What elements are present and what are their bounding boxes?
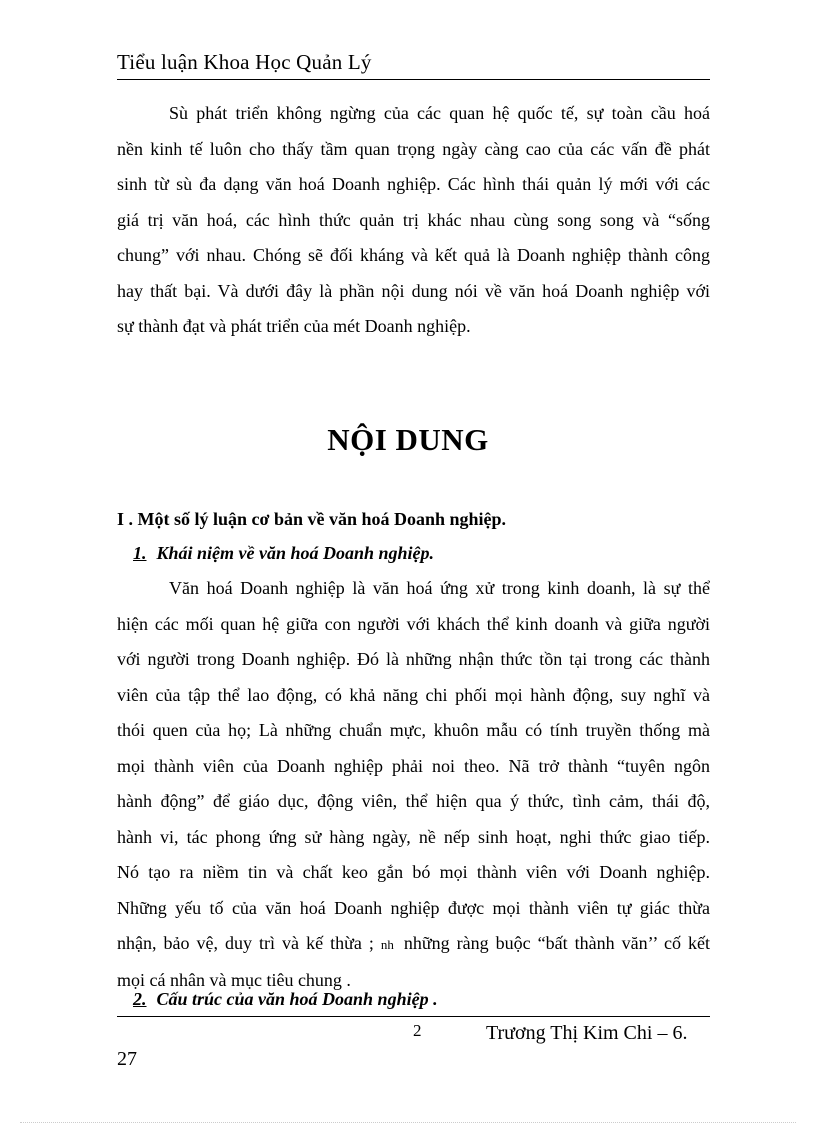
subheading-2 bbox=[133, 989, 438, 1010]
body-line: với người trong Doanh nghiệp. Đó là những nhận thức tồn tại trong các thành bbox=[117, 649, 710, 669]
body-line: Văn hoá Doanh nghiệp là văn hoá ứng xử trong kinh doanh, là sự thể bbox=[169, 578, 710, 598]
header-title: Tiểu luận Khoa Học Quản Lý bbox=[117, 50, 372, 74]
footer-page-total: 27 bbox=[117, 1048, 137, 1070]
intro-line: sinh từ sù đa dạng văn hoá Doanh nghiệp. Các hình thái quản lý mới với các bbox=[117, 174, 710, 194]
intro-line: hay thất bại. Và dưới đây là phần nội dung nói về văn hoá Doanh nghiệp với bbox=[117, 280, 710, 301]
header-rule bbox=[117, 79, 710, 80]
body-line: Nó tạo ra niềm tin và chất keo gắn bó mọi thành viên với Doanh nghiệp. bbox=[117, 862, 710, 882]
body-line-part: những ràng buộc “bất thành văn’’ cố kết bbox=[403, 933, 711, 953]
footer-rule bbox=[117, 1016, 710, 1017]
body-line-part: nhận, bảo vệ, duy trì và kế thừa ; bbox=[117, 933, 374, 953]
subheading-text: Cấu trúc của văn hoá Doanh nghiệp . bbox=[156, 989, 438, 1009]
body-line: hành động” để giáo dục, động viên, thể hiện qua ý thức, tình cảm, thái độ, bbox=[117, 791, 710, 811]
body-line: thói quen của họ; Là những chuẩn mực, khuôn mẫu có tính truyền thống mà bbox=[117, 720, 710, 740]
subheading-number: 1. bbox=[133, 543, 147, 563]
intro-line: sự thành đạt và phát triển của mét Doanh nghiệp. bbox=[117, 316, 471, 336]
body-line: mọi cá nhân và mục tiêu chung . bbox=[117, 969, 351, 990]
intro-line: nền kinh tế luôn cho thấy tầm quan trọng ngày càng cao của các vấn đề phát bbox=[117, 138, 710, 159]
section-title: NỘI DUNG bbox=[327, 422, 489, 457]
body-line: hành vi, tác phong ứng sử hàng ngày, nề nếp sinh hoạt, nghi thức giao tiếp. bbox=[117, 826, 710, 847]
body-line: hiện các mối quan hệ giữa con người với khách thể kinh doanh và giữa người bbox=[117, 613, 710, 634]
intro-line: chung” với nhau. Chóng sẽ đối kháng và kết quả là Doanh nghiệp thành công bbox=[117, 245, 710, 265]
subheading-text: Khái niệm về văn hoá Doanh nghiệp. bbox=[156, 543, 435, 563]
subheading-1 bbox=[133, 543, 434, 564]
footer-author: Trương Thị Kim Chi – 6. bbox=[486, 1022, 688, 1044]
body-paragraph bbox=[117, 571, 710, 998]
intro-line: Sù phát triển không ngừng của các quan hệ quốc tế, sự toàn cầu hoá bbox=[169, 103, 710, 123]
chapter-heading: I . Một số lý luận cơ bản về văn hoá Doanh nghiệp. bbox=[117, 509, 507, 529]
body-line-fragment: nh bbox=[380, 937, 394, 952]
body-line: viên của tập thể lao động, có khả năng chi phối mọi hành động, suy nghĩ và bbox=[117, 684, 710, 705]
body-line: mọi thành viên của Doanh nghiệp phải noi theo. Nã trở thành “tuyên ngôn bbox=[117, 755, 710, 776]
body-line bbox=[117, 926, 710, 963]
page-number: 2 bbox=[413, 1021, 422, 1040]
body-line: Những yếu tố của văn hoá Doanh nghiệp được mọi thành viên tự giác thừa bbox=[117, 897, 710, 918]
intro-line: giá trị văn hoá, các hình thức quản trị khác nhau cùng song song và “sống bbox=[117, 209, 710, 230]
intro-paragraph bbox=[117, 96, 710, 345]
subheading-number: 2. bbox=[133, 989, 147, 1009]
